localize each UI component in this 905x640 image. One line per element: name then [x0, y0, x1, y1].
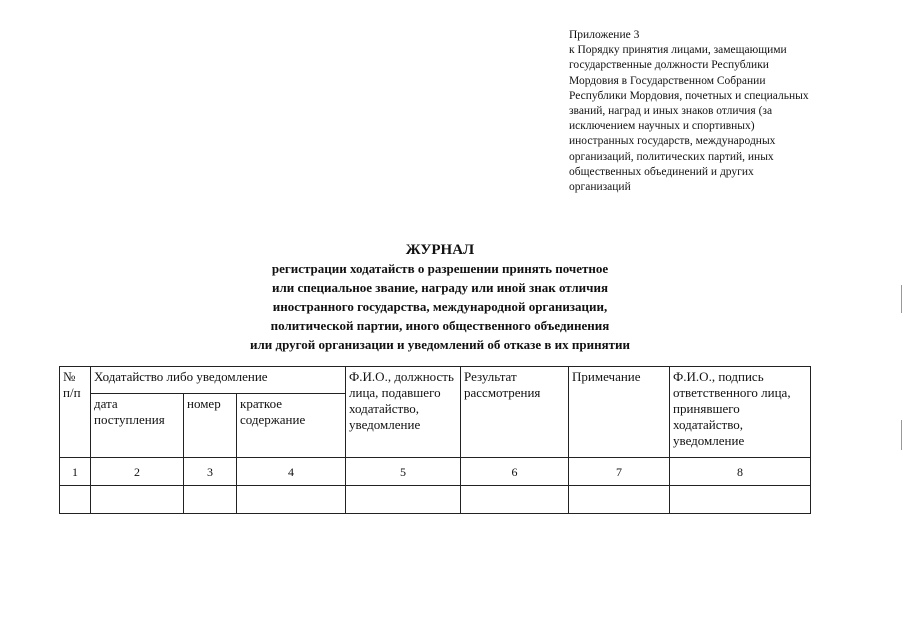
appendix-line: Приложение 3: [569, 29, 640, 41]
table-cell: [346, 486, 461, 514]
appendix-line: организаций, политических партий, иных: [569, 150, 774, 163]
table-cell: [461, 486, 569, 514]
journal-table: [59, 366, 811, 514]
title-main: ЖУРНАЛ: [405, 242, 475, 258]
column-number: 2: [91, 458, 184, 486]
title-line: иностранного государства, международной организации,: [272, 299, 608, 314]
appendix-line: общественных объединений и других: [569, 165, 754, 178]
table-cell: [670, 486, 811, 514]
header-fio: Ф.И.О., должность лица, подавшего ходатайство, уведомление: [346, 367, 461, 458]
header-note: Примечание: [569, 367, 670, 458]
table-row: [60, 486, 811, 514]
scan-edge-mark: [901, 285, 902, 313]
appendix-line: Республики Мордовия, почетных и специальных: [569, 89, 809, 102]
appendix-line: государственные должности Республики: [569, 59, 769, 72]
appendix-note: [569, 28, 859, 195]
header-result: Результат рассмотрения: [461, 367, 569, 458]
table-cell: [60, 486, 91, 514]
appendix-line: иностранных государств, международных: [569, 135, 776, 148]
appendix-line: к Порядку принятия лицами, замещающими: [569, 44, 787, 57]
column-number: 8: [670, 458, 811, 486]
appendix-line: званий, наград и иных знаков отличия (за: [569, 105, 773, 118]
column-number: 3: [184, 458, 237, 486]
column-number-row: [60, 458, 811, 486]
table-cell: [91, 486, 184, 514]
header-no: № п/п: [60, 367, 91, 458]
appendix-line: Мордовия в Государственном Собрании: [569, 74, 766, 87]
column-number: 7: [569, 458, 670, 486]
header-fio-sign: Ф.И.О., подпись ответственного лица, принявшего ходатайство, уведомление: [670, 367, 811, 458]
appendix-line: исключением научных и спортивных): [569, 120, 755, 133]
header-date: дата поступления: [91, 394, 184, 458]
header-number: номер: [184, 394, 237, 458]
table-cell: [237, 486, 346, 514]
header-row: [60, 367, 811, 394]
title-line: политической партии, иного общественного объединения: [270, 318, 610, 333]
document-title: [160, 241, 720, 354]
header-petition-group: Ходатайство либо уведомление: [91, 367, 346, 394]
header-summary: краткое содержание: [237, 394, 346, 458]
column-number: 4: [237, 458, 346, 486]
column-number: 1: [60, 458, 91, 486]
table-cell: [569, 486, 670, 514]
title-line: или специальное звание, награду или иной знак отличия: [271, 280, 608, 295]
table-cell: [184, 486, 237, 514]
appendix-line: организаций: [569, 181, 631, 194]
title-line: регистрации ходатайств о разрешении принять почетное: [271, 261, 609, 276]
column-number: 5: [346, 458, 461, 486]
scan-edge-mark: [901, 420, 902, 450]
title-line: или другой организации и уведомлений об отказе в их принятии: [250, 337, 630, 352]
column-number: 6: [461, 458, 569, 486]
